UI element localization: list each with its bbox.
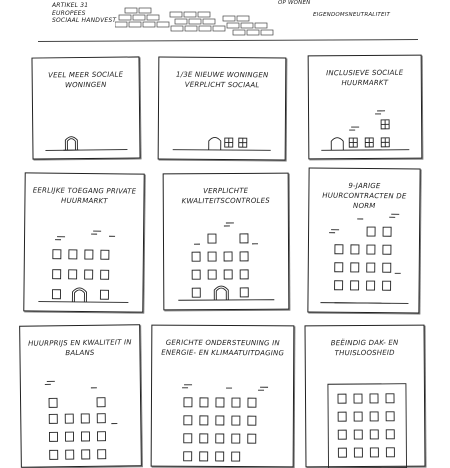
- building-sketch: [308, 169, 419, 313]
- panel-rent-quality-balance: [19, 324, 142, 467]
- panel-rental-contracts: [307, 168, 420, 314]
- panel-quality-controls: [163, 173, 290, 311]
- panel-fair-access: [23, 172, 144, 312]
- panel-inclusive-market: [308, 55, 423, 160]
- panel-social-housing: [31, 56, 140, 159]
- building-sketch: [152, 326, 294, 467]
- header-line-1: ARTIKEL 31: [52, 2, 116, 10]
- panel-caption: 9-JARIGE HUURCONTRACTEN DE NORM: [309, 181, 419, 212]
- panel-end-homelessness: [305, 325, 426, 468]
- building-sketch: [24, 173, 143, 311]
- panel-energy-support: [151, 325, 295, 468]
- panel-caption: VERPLICHTE KWALITEITSCONTROLES: [164, 186, 288, 207]
- header-line-2: EUROPEES: [52, 10, 116, 18]
- building-sketch: [20, 325, 141, 466]
- building-sketch: [306, 326, 425, 467]
- panel-new-housing: [158, 57, 287, 161]
- house-sketch: [32, 57, 139, 158]
- header-article-text: [52, 2, 116, 25]
- header-line-3: SOCIAAL HANDVEST: [52, 17, 116, 25]
- panel-caption: INCLUSIEVE SOCIALE HUURMARKT: [309, 68, 421, 89]
- panel-caption: GERICHTE ONDERSTEUNING IN ENERGIE- EN KLIMAATUITDAGING: [152, 338, 293, 359]
- brick-foundation-drawing: [115, 6, 285, 36]
- header-right-bottom: EIGENDOMSNEUTRALITEIT: [313, 12, 390, 18]
- panel-caption: BEËINDIG DAK- EN THUISLOOSHEID: [306, 338, 424, 359]
- building-sketch: [159, 58, 286, 160]
- panel-caption: 1/3E NIEUWE WONINGEN VERPLICHT SOCIAAL: [159, 70, 285, 91]
- panel-caption: EERLIJKE TOEGANG PRIVATE HUURMARKT: [25, 185, 143, 206]
- panel-caption: HUURPRIJS EN KWALITEIT IN BALANS: [20, 337, 139, 358]
- building-sketch: [164, 174, 289, 310]
- panel-caption: VEEL MEER SOCIALE WONINGEN: [33, 69, 139, 90]
- header-divider: [38, 39, 418, 42]
- header-right-top: OP WONEN: [278, 0, 310, 6]
- building-sketch: [309, 56, 422, 159]
